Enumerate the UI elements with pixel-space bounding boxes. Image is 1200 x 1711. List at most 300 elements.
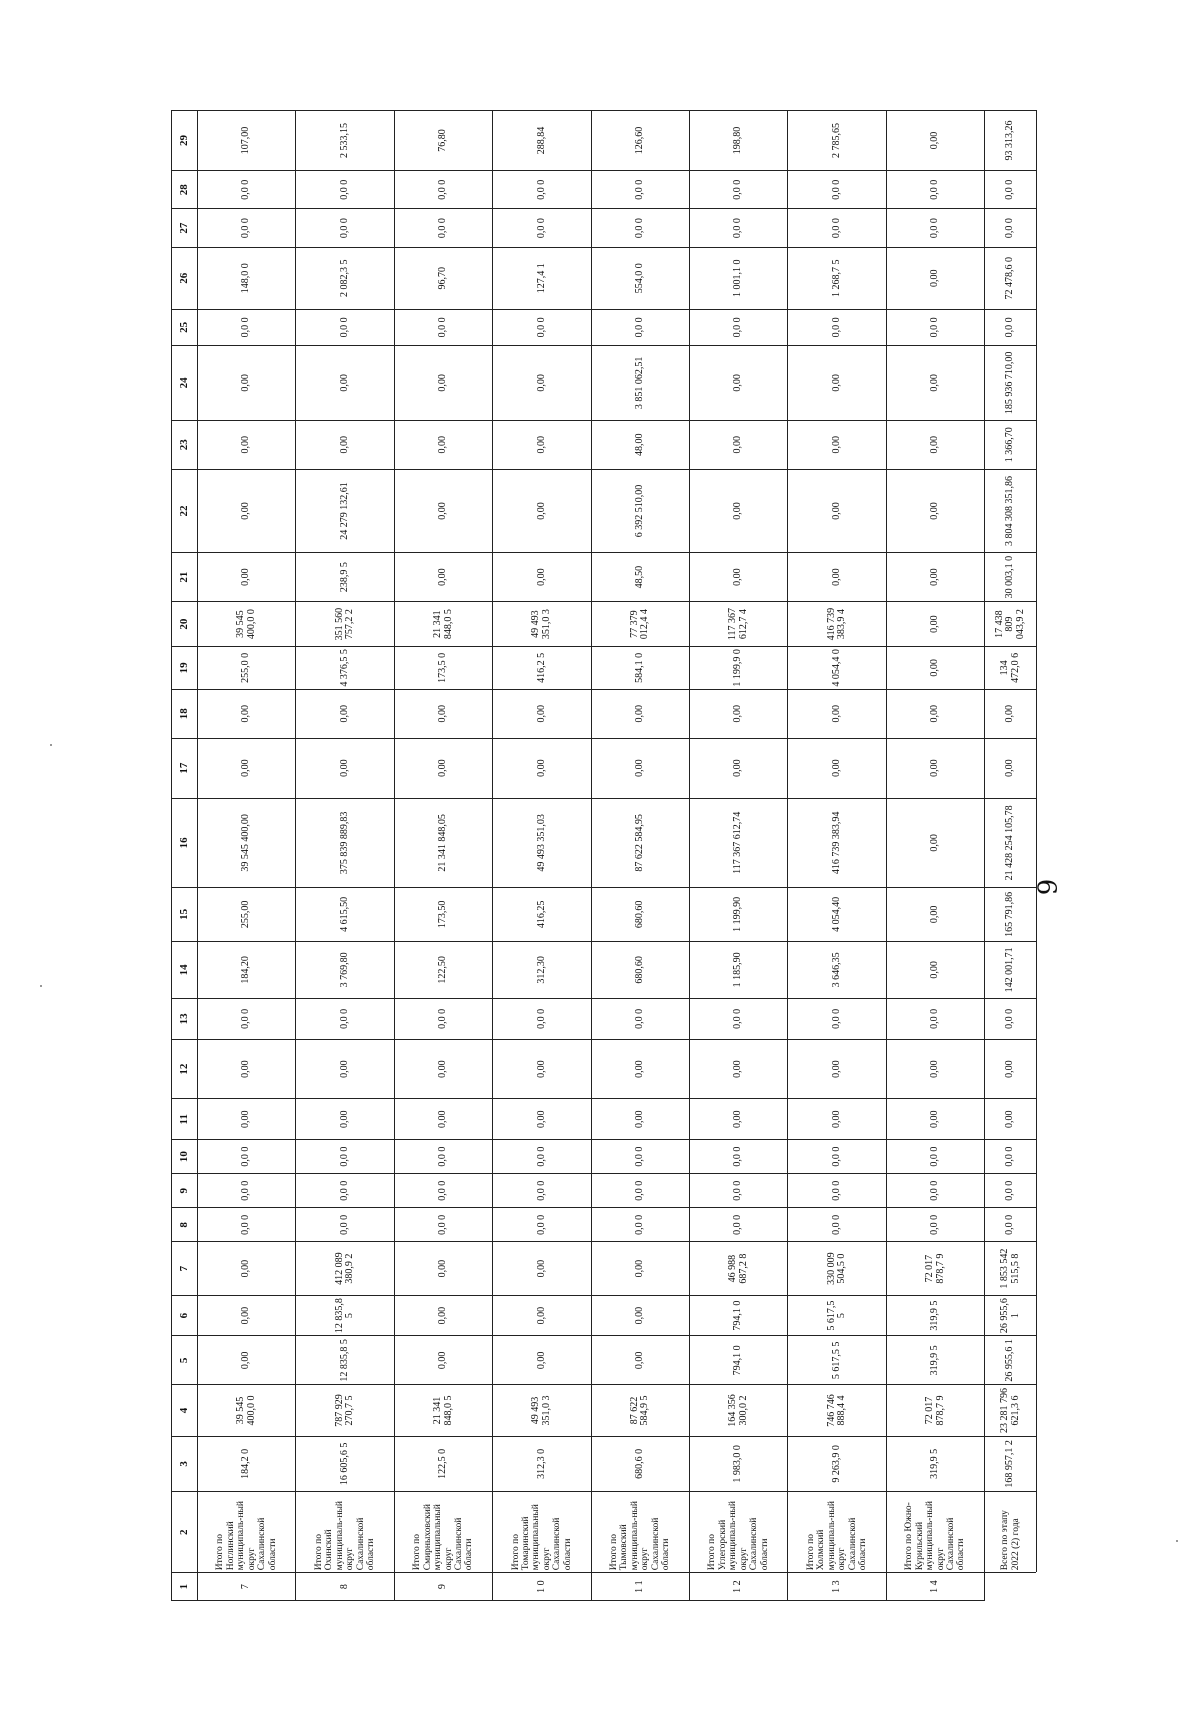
table-row xyxy=(296,111,394,1601)
table-cell: 0,00 xyxy=(296,1099,394,1140)
table-cell: 0,0 0 xyxy=(198,1174,296,1208)
table-cell: 0,00 xyxy=(690,1039,788,1099)
table-cell: 117 367 612,7 4 xyxy=(690,602,788,647)
table-cell: 0,0 0 xyxy=(886,1140,984,1174)
table-cell: 0,00 xyxy=(493,1295,591,1336)
table-cell: 0,00 xyxy=(591,1039,689,1099)
table-cell: 0,00 xyxy=(788,420,886,469)
table-cell: 72 017 878,7 9 xyxy=(886,1385,984,1436)
table-cell: 0,00 xyxy=(886,1039,984,1099)
table-cell: 319,9 5 xyxy=(886,1436,984,1492)
table-cell: 0,00 xyxy=(296,346,394,421)
table-cell: 49 493 351,0 3 xyxy=(493,1385,591,1436)
table-cell: 4 054,40 xyxy=(788,888,886,941)
table-cell: 0,00 xyxy=(886,1099,984,1140)
row-number: 1 0 xyxy=(493,1573,591,1601)
row-number: 8 xyxy=(296,1573,394,1601)
column-number: 22 xyxy=(172,469,198,552)
table-cell: 0,00 xyxy=(198,469,296,552)
table-cell: 312,3 0 xyxy=(493,1436,591,1492)
table-cell: 77 379 012,4 4 xyxy=(591,602,689,647)
total-cell: 0,0 0 xyxy=(985,309,1037,345)
table-cell: 1 983,0 0 xyxy=(690,1436,788,1492)
table-row xyxy=(690,111,788,1601)
table-cell: 351 560 757,2 2 xyxy=(296,602,394,647)
table-cell: 122,50 xyxy=(394,941,492,999)
table-cell: 184,2 0 xyxy=(198,1436,296,1492)
table-cell: 0,00 xyxy=(394,469,492,552)
table-cell: 0,0 0 xyxy=(493,1208,591,1242)
table-cell: 255,0 0 xyxy=(198,646,296,689)
table-cell: 1 199,90 xyxy=(690,888,788,941)
column-number: 29 xyxy=(172,111,198,171)
table-cell: 0,00 xyxy=(493,1242,591,1295)
table-cell: 0,00 xyxy=(886,420,984,469)
table-cell: 0,0 0 xyxy=(886,309,984,345)
table-cell: 4 615,50 xyxy=(296,888,394,941)
table-cell: 0,00 xyxy=(886,111,984,171)
data-table xyxy=(171,110,1037,1601)
row-number: 1 1 xyxy=(591,1573,689,1601)
table-cell: 0,00 xyxy=(394,689,492,738)
table-cell: 21 341 848,0 5 xyxy=(394,602,492,647)
table-cell: 0,0 0 xyxy=(296,1208,394,1242)
table-cell: 48,00 xyxy=(591,420,689,469)
table-cell: 0,0 0 xyxy=(886,171,984,209)
table-row xyxy=(886,111,984,1601)
table-cell: 127,4 1 xyxy=(493,247,591,309)
row-number: 7 xyxy=(198,1573,296,1601)
table-cell: 0,00 xyxy=(591,738,689,798)
column-number: 21 xyxy=(172,553,198,602)
table-cell: 0,00 xyxy=(198,689,296,738)
table-cell: 0,00 xyxy=(198,420,296,469)
table-cell: 0,00 xyxy=(198,346,296,421)
table-cell: 76,80 xyxy=(394,111,492,171)
table-cell: 0,00 xyxy=(198,1099,296,1140)
scan-speck xyxy=(40,985,42,987)
row-name: Итого по Холмский муниципаль-ный округ Сахалинской области xyxy=(788,1492,886,1573)
table-cell: 0,0 0 xyxy=(296,1140,394,1174)
table-cell: 3 769,80 xyxy=(296,941,394,999)
table-cell: 0,0 0 xyxy=(788,171,886,209)
table-cell: 0,0 0 xyxy=(493,999,591,1040)
table-cell: 164 356 300,0 2 xyxy=(690,1385,788,1436)
table-cell: 0,00 xyxy=(296,738,394,798)
table-cell: 0,0 0 xyxy=(591,1174,689,1208)
table-cell: 0,00 xyxy=(788,1099,886,1140)
table-cell: 0,00 xyxy=(788,1039,886,1099)
total-cell: 142 001,71 xyxy=(985,941,1037,999)
row-name: Итого по Ноглинский муниципаль-ный округ Сахалинской области xyxy=(198,1492,296,1573)
table-cell: 680,6 0 xyxy=(591,1436,689,1492)
table-cell: 0,0 0 xyxy=(591,309,689,345)
table-cell: 680,60 xyxy=(591,888,689,941)
total-cell: 26 955,6 1 xyxy=(985,1336,1037,1385)
table-cell: 0,0 0 xyxy=(788,1208,886,1242)
table-cell: 0,0 0 xyxy=(394,1140,492,1174)
table-cell: 0,0 0 xyxy=(198,171,296,209)
table-cell: 0,00 xyxy=(394,1336,492,1385)
table-cell: 0,0 0 xyxy=(198,1208,296,1242)
column-number: 13 xyxy=(172,999,198,1040)
table-cell: 24 279 132,61 xyxy=(296,469,394,552)
table-cell: 1 001,1 0 xyxy=(690,247,788,309)
table-cell: 0,00 xyxy=(690,469,788,552)
table-cell: 0,0 0 xyxy=(296,309,394,345)
table-cell: 0,00 xyxy=(886,247,984,309)
total-cell: 0,0 0 xyxy=(985,999,1037,1040)
table-cell: 554,0 0 xyxy=(591,247,689,309)
table-cell: 0,0 0 xyxy=(690,309,788,345)
row-name: Итого по Охинский муниципаль-ный округ Сахалинской области xyxy=(296,1492,394,1573)
row-number: 1 3 xyxy=(788,1573,886,1601)
table-cell: 49 493 351,03 xyxy=(493,798,591,888)
table-cell: 0,0 0 xyxy=(394,1174,492,1208)
table-cell: 46 988 687,2 8 xyxy=(690,1242,788,1295)
total-cell: 0,00 xyxy=(985,1099,1037,1140)
table-cell: 48,50 xyxy=(591,553,689,602)
table-cell: 12 835,8 5 xyxy=(296,1295,394,1336)
table-body xyxy=(172,111,1037,1601)
table-cell: 0,00 xyxy=(591,1336,689,1385)
table-cell: 0,00 xyxy=(296,689,394,738)
table-cell: 1 199,9 0 xyxy=(690,646,788,689)
table-cell: 4 054,4 0 xyxy=(788,646,886,689)
table-cell: 0,00 xyxy=(198,1295,296,1336)
total-cell: 0,0 0 xyxy=(985,1140,1037,1174)
table-cell: 375 839 889,83 xyxy=(296,798,394,888)
total-cell: 17 438 809 043,9 2 xyxy=(985,602,1037,647)
table-cell: 794,1 0 xyxy=(690,1295,788,1336)
table-cell: 0,00 xyxy=(591,689,689,738)
table-cell: 0,00 xyxy=(394,738,492,798)
table-cell: 1 185,90 xyxy=(690,941,788,999)
table-cell: 0,00 xyxy=(886,469,984,552)
column-number: 26 xyxy=(172,247,198,309)
total-cell: 0,00 xyxy=(985,738,1037,798)
total-cell: 3 804 308 351,86 xyxy=(985,469,1037,552)
table-cell: 0,00 xyxy=(198,1039,296,1099)
table-cell: 9 263,9 0 xyxy=(788,1436,886,1492)
table-cell: 0,00 xyxy=(198,738,296,798)
table-cell: 0,00 xyxy=(788,738,886,798)
table-cell: 173,50 xyxy=(394,888,492,941)
column-number: 2 xyxy=(172,1492,198,1573)
table-cell: 0,0 0 xyxy=(198,999,296,1040)
total-cell: 93 313,26 xyxy=(985,111,1037,171)
table-row xyxy=(198,111,296,1601)
table-cell: 0,00 xyxy=(788,689,886,738)
table-cell: 794,1 0 xyxy=(690,1336,788,1385)
table-cell: 0,0 0 xyxy=(788,1140,886,1174)
table-cell: 0,0 0 xyxy=(591,209,689,247)
table-cell: 0,0 0 xyxy=(591,1140,689,1174)
table-cell: 416 739 383,9 4 xyxy=(788,602,886,647)
table-cell: 148,0 0 xyxy=(198,247,296,309)
table-cell: 0,00 xyxy=(493,346,591,421)
total-cell: 185 936 710,00 xyxy=(985,346,1037,421)
table-cell: 2 082,3 5 xyxy=(296,247,394,309)
row-number: 1 2 xyxy=(690,1573,788,1601)
row-number: 9 xyxy=(394,1573,492,1601)
table-cell: 0,0 0 xyxy=(690,999,788,1040)
total-row xyxy=(985,111,1037,1601)
table-cell: 0,00 xyxy=(788,469,886,552)
rotated-table-wrapper xyxy=(171,110,1037,1601)
table-cell: 0,0 0 xyxy=(690,1208,788,1242)
table-cell: 0,0 0 xyxy=(394,1208,492,1242)
column-number: 11 xyxy=(172,1099,198,1140)
table-cell: 0,00 xyxy=(886,888,984,941)
table-row xyxy=(591,111,689,1601)
table-cell: 0,00 xyxy=(886,602,984,647)
table-cell: 0,0 0 xyxy=(591,171,689,209)
table-cell: 0,00 xyxy=(394,1099,492,1140)
row-number: 1 4 xyxy=(886,1573,984,1601)
table-cell: 412 089 380,9 2 xyxy=(296,1242,394,1295)
table-cell: 0,0 0 xyxy=(493,1140,591,1174)
total-cell: 165 791,86 xyxy=(985,888,1037,941)
table-cell: 96,70 xyxy=(394,247,492,309)
table-cell: 0,00 xyxy=(198,553,296,602)
table-cell: 173,5 0 xyxy=(394,646,492,689)
column-number: 9 xyxy=(172,1174,198,1208)
table-cell: 0,0 0 xyxy=(198,1140,296,1174)
table-cell: 0,0 0 xyxy=(788,1174,886,1208)
table-cell: 416 739 383,94 xyxy=(788,798,886,888)
column-number: 18 xyxy=(172,689,198,738)
total-cell: 26 955,6 1 xyxy=(985,1295,1037,1336)
table-cell: 39 545 400,0 0 xyxy=(198,1385,296,1436)
total-cell: 0,0 0 xyxy=(985,209,1037,247)
table-cell: 0,0 0 xyxy=(493,171,591,209)
row-name: Итого по Смирныховский муниципальный округ Сахалинской области xyxy=(394,1492,492,1573)
column-number: 16 xyxy=(172,798,198,888)
table-cell: 0,0 0 xyxy=(788,309,886,345)
column-number: 3 xyxy=(172,1436,198,1492)
table-cell: 0,00 xyxy=(886,689,984,738)
column-number: 4 xyxy=(172,1385,198,1436)
table-cell: 255,00 xyxy=(198,888,296,941)
total-cell: 0,0 0 xyxy=(985,171,1037,209)
table-cell: 0,00 xyxy=(690,689,788,738)
table-cell: 0,00 xyxy=(493,689,591,738)
table-cell: 584,1 0 xyxy=(591,646,689,689)
table-cell: 0,0 0 xyxy=(886,1208,984,1242)
table-row xyxy=(788,111,886,1601)
table-cell: 0,0 0 xyxy=(493,309,591,345)
table-cell: 122,5 0 xyxy=(394,1436,492,1492)
table-cell: 0,0 0 xyxy=(296,209,394,247)
table-cell: 0,00 xyxy=(296,1039,394,1099)
table-cell: 0,00 xyxy=(394,420,492,469)
column-number: 24 xyxy=(172,346,198,421)
total-cell: 1 853 542 515,5 8 xyxy=(985,1242,1037,1295)
table-cell: 5 617,5 5 xyxy=(788,1295,886,1336)
column-number: 15 xyxy=(172,888,198,941)
table-cell: 0,00 xyxy=(493,738,591,798)
table-cell: 0,0 0 xyxy=(198,309,296,345)
table-cell: 0,00 xyxy=(591,1242,689,1295)
table-cell: 0,00 xyxy=(493,1099,591,1140)
table-cell: 4 376,5 5 xyxy=(296,646,394,689)
table-cell: 416,25 xyxy=(493,888,591,941)
column-number: 6 xyxy=(172,1295,198,1336)
table-cell: 107,00 xyxy=(198,111,296,171)
table-cell: 0,0 0 xyxy=(886,209,984,247)
total-row-name: Всего по этапу 2022 (2) года xyxy=(985,1492,1037,1573)
table-cell: 0,00 xyxy=(493,1039,591,1099)
column-number: 25 xyxy=(172,309,198,345)
table-cell: 238,9 5 xyxy=(296,553,394,602)
table-cell: 0,00 xyxy=(886,646,984,689)
table-cell: 0,00 xyxy=(296,420,394,469)
page-number: 9 xyxy=(1033,878,1064,896)
table-cell: 0,0 0 xyxy=(394,309,492,345)
table-cell: 0,0 0 xyxy=(690,1174,788,1208)
column-number: 27 xyxy=(172,209,198,247)
column-number: 5 xyxy=(172,1336,198,1385)
total-corner xyxy=(985,1573,1037,1601)
table-cell: 3 851 062,51 xyxy=(591,346,689,421)
total-cell: 30 003,1 0 xyxy=(985,553,1037,602)
table-cell: 0,00 xyxy=(198,1242,296,1295)
column-number: 8 xyxy=(172,1208,198,1242)
scan-speck xyxy=(1176,1540,1178,1542)
table-cell: 0,00 xyxy=(591,1099,689,1140)
total-cell: 134 472,0 6 xyxy=(985,646,1037,689)
table-cell: 680,60 xyxy=(591,941,689,999)
table-cell: 21 341 848,05 xyxy=(394,798,492,888)
table-cell: 0,00 xyxy=(198,1336,296,1385)
table-cell: 6 392 510,00 xyxy=(591,469,689,552)
table-cell: 3 646,35 xyxy=(788,941,886,999)
total-cell: 0,00 xyxy=(985,1039,1037,1099)
table-cell: 0,0 0 xyxy=(690,209,788,247)
table-cell: 5 617,5 5 xyxy=(788,1336,886,1385)
table-cell: 0,0 0 xyxy=(886,999,984,1040)
column-number: 28 xyxy=(172,171,198,209)
table-cell: 416,2 5 xyxy=(493,646,591,689)
column-number: 12 xyxy=(172,1039,198,1099)
table-cell: 39 545 400,00 xyxy=(198,798,296,888)
table-cell: 330 009 504,5 0 xyxy=(788,1242,886,1295)
row-name: Итого по Углегорский муниципаль-ный округ Сахалинской области xyxy=(690,1492,788,1573)
table-cell: 0,00 xyxy=(886,941,984,999)
table-cell: 0,0 0 xyxy=(394,171,492,209)
table-cell: 0,00 xyxy=(394,346,492,421)
table-cell: 0,00 xyxy=(394,1242,492,1295)
table-row xyxy=(493,111,591,1601)
total-cell: 23 281 796 621,3 6 xyxy=(985,1385,1037,1436)
column-number: 19 xyxy=(172,646,198,689)
column-number: 10 xyxy=(172,1140,198,1174)
table-cell: 0,0 0 xyxy=(591,1208,689,1242)
table-cell: 312,30 xyxy=(493,941,591,999)
total-cell: 0,0 0 xyxy=(985,1208,1037,1242)
table-cell: 16 605,6 5 xyxy=(296,1436,394,1492)
table-cell: 0,0 0 xyxy=(690,1140,788,1174)
table-cell: 0,00 xyxy=(493,553,591,602)
table-cell: 0,00 xyxy=(690,1099,788,1140)
table-cell: 0,00 xyxy=(690,420,788,469)
table-cell: 0,00 xyxy=(493,420,591,469)
table-cell: 12 835,8 5 xyxy=(296,1336,394,1385)
table-cell: 0,00 xyxy=(394,553,492,602)
table-cell: 0,0 0 xyxy=(788,999,886,1040)
table-cell: 87 622 584,95 xyxy=(591,798,689,888)
table-cell: 0,0 0 xyxy=(394,209,492,247)
table-cell: 0,00 xyxy=(886,738,984,798)
total-cell: 168 957,1 2 xyxy=(985,1436,1037,1492)
table-cell: 0,00 xyxy=(788,553,886,602)
row-name: Итого по Южно-Курильский муниципаль-ный округ Сахалинской области xyxy=(886,1492,984,1573)
column-number: 14 xyxy=(172,941,198,999)
total-cell: 1 366,70 xyxy=(985,420,1037,469)
table-cell: 319,9 5 xyxy=(886,1336,984,1385)
table-cell: 0,00 xyxy=(493,469,591,552)
table-cell: 87 622 584,9 5 xyxy=(591,1385,689,1436)
table-cell: 0,0 0 xyxy=(886,1174,984,1208)
table-cell: 0,0 0 xyxy=(788,209,886,247)
table-cell: 0,0 0 xyxy=(690,171,788,209)
table-cell: 0,0 0 xyxy=(493,209,591,247)
table-cell: 0,00 xyxy=(493,1336,591,1385)
total-cell: 21 428 254 105,78 xyxy=(985,798,1037,888)
table-cell: 126,60 xyxy=(591,111,689,171)
table-cell: 72 017 878,7 9 xyxy=(886,1242,984,1295)
scan-speck xyxy=(50,744,52,746)
table-cell: 787 929 270,7 5 xyxy=(296,1385,394,1436)
table-cell: 0,00 xyxy=(886,553,984,602)
table-cell: 288,84 xyxy=(493,111,591,171)
table-cell: 0,0 0 xyxy=(296,999,394,1040)
table-row xyxy=(394,111,492,1601)
column-number: 17 xyxy=(172,738,198,798)
table-cell: 0,00 xyxy=(690,346,788,421)
table-cell: 0,00 xyxy=(394,1295,492,1336)
table-cell: 2 785,65 xyxy=(788,111,886,171)
row-name: Итого по Тымовский муниципаль-ный округ Сахалинской области xyxy=(591,1492,689,1573)
table-cell: 49 493 351,0 3 xyxy=(493,602,591,647)
table-cell: 21 341 848,0 5 xyxy=(394,1385,492,1436)
column-number: 1 xyxy=(172,1573,198,1601)
table-cell: 0,00 xyxy=(394,1039,492,1099)
column-number: 20 xyxy=(172,602,198,647)
table-cell: 0,0 0 xyxy=(296,171,394,209)
table-cell: 0,00 xyxy=(591,1295,689,1336)
table-cell: 746 746 888,4 4 xyxy=(788,1385,886,1436)
column-number: 7 xyxy=(172,1242,198,1295)
table-cell: 0,0 0 xyxy=(296,1174,394,1208)
table-cell: 0,00 xyxy=(690,738,788,798)
total-cell: 0,00 xyxy=(985,689,1037,738)
table-cell: 117 367 612,74 xyxy=(690,798,788,888)
table-cell: 2 533,15 xyxy=(296,111,394,171)
table-cell: 184,20 xyxy=(198,941,296,999)
column-number-row xyxy=(172,111,198,1601)
row-name: Итого по Томаринский муниципальный округ Сахалинской области xyxy=(493,1492,591,1573)
table-cell: 0,00 xyxy=(690,553,788,602)
table-cell: 319,9 5 xyxy=(886,1295,984,1336)
total-cell: 0,0 0 xyxy=(985,1174,1037,1208)
table-cell: 198,80 xyxy=(690,111,788,171)
table-cell: 39 545 400,0 0 xyxy=(198,602,296,647)
table-cell: 0,0 0 xyxy=(198,209,296,247)
table-cell: 0,00 xyxy=(886,346,984,421)
table-cell: 0,00 xyxy=(886,798,984,888)
